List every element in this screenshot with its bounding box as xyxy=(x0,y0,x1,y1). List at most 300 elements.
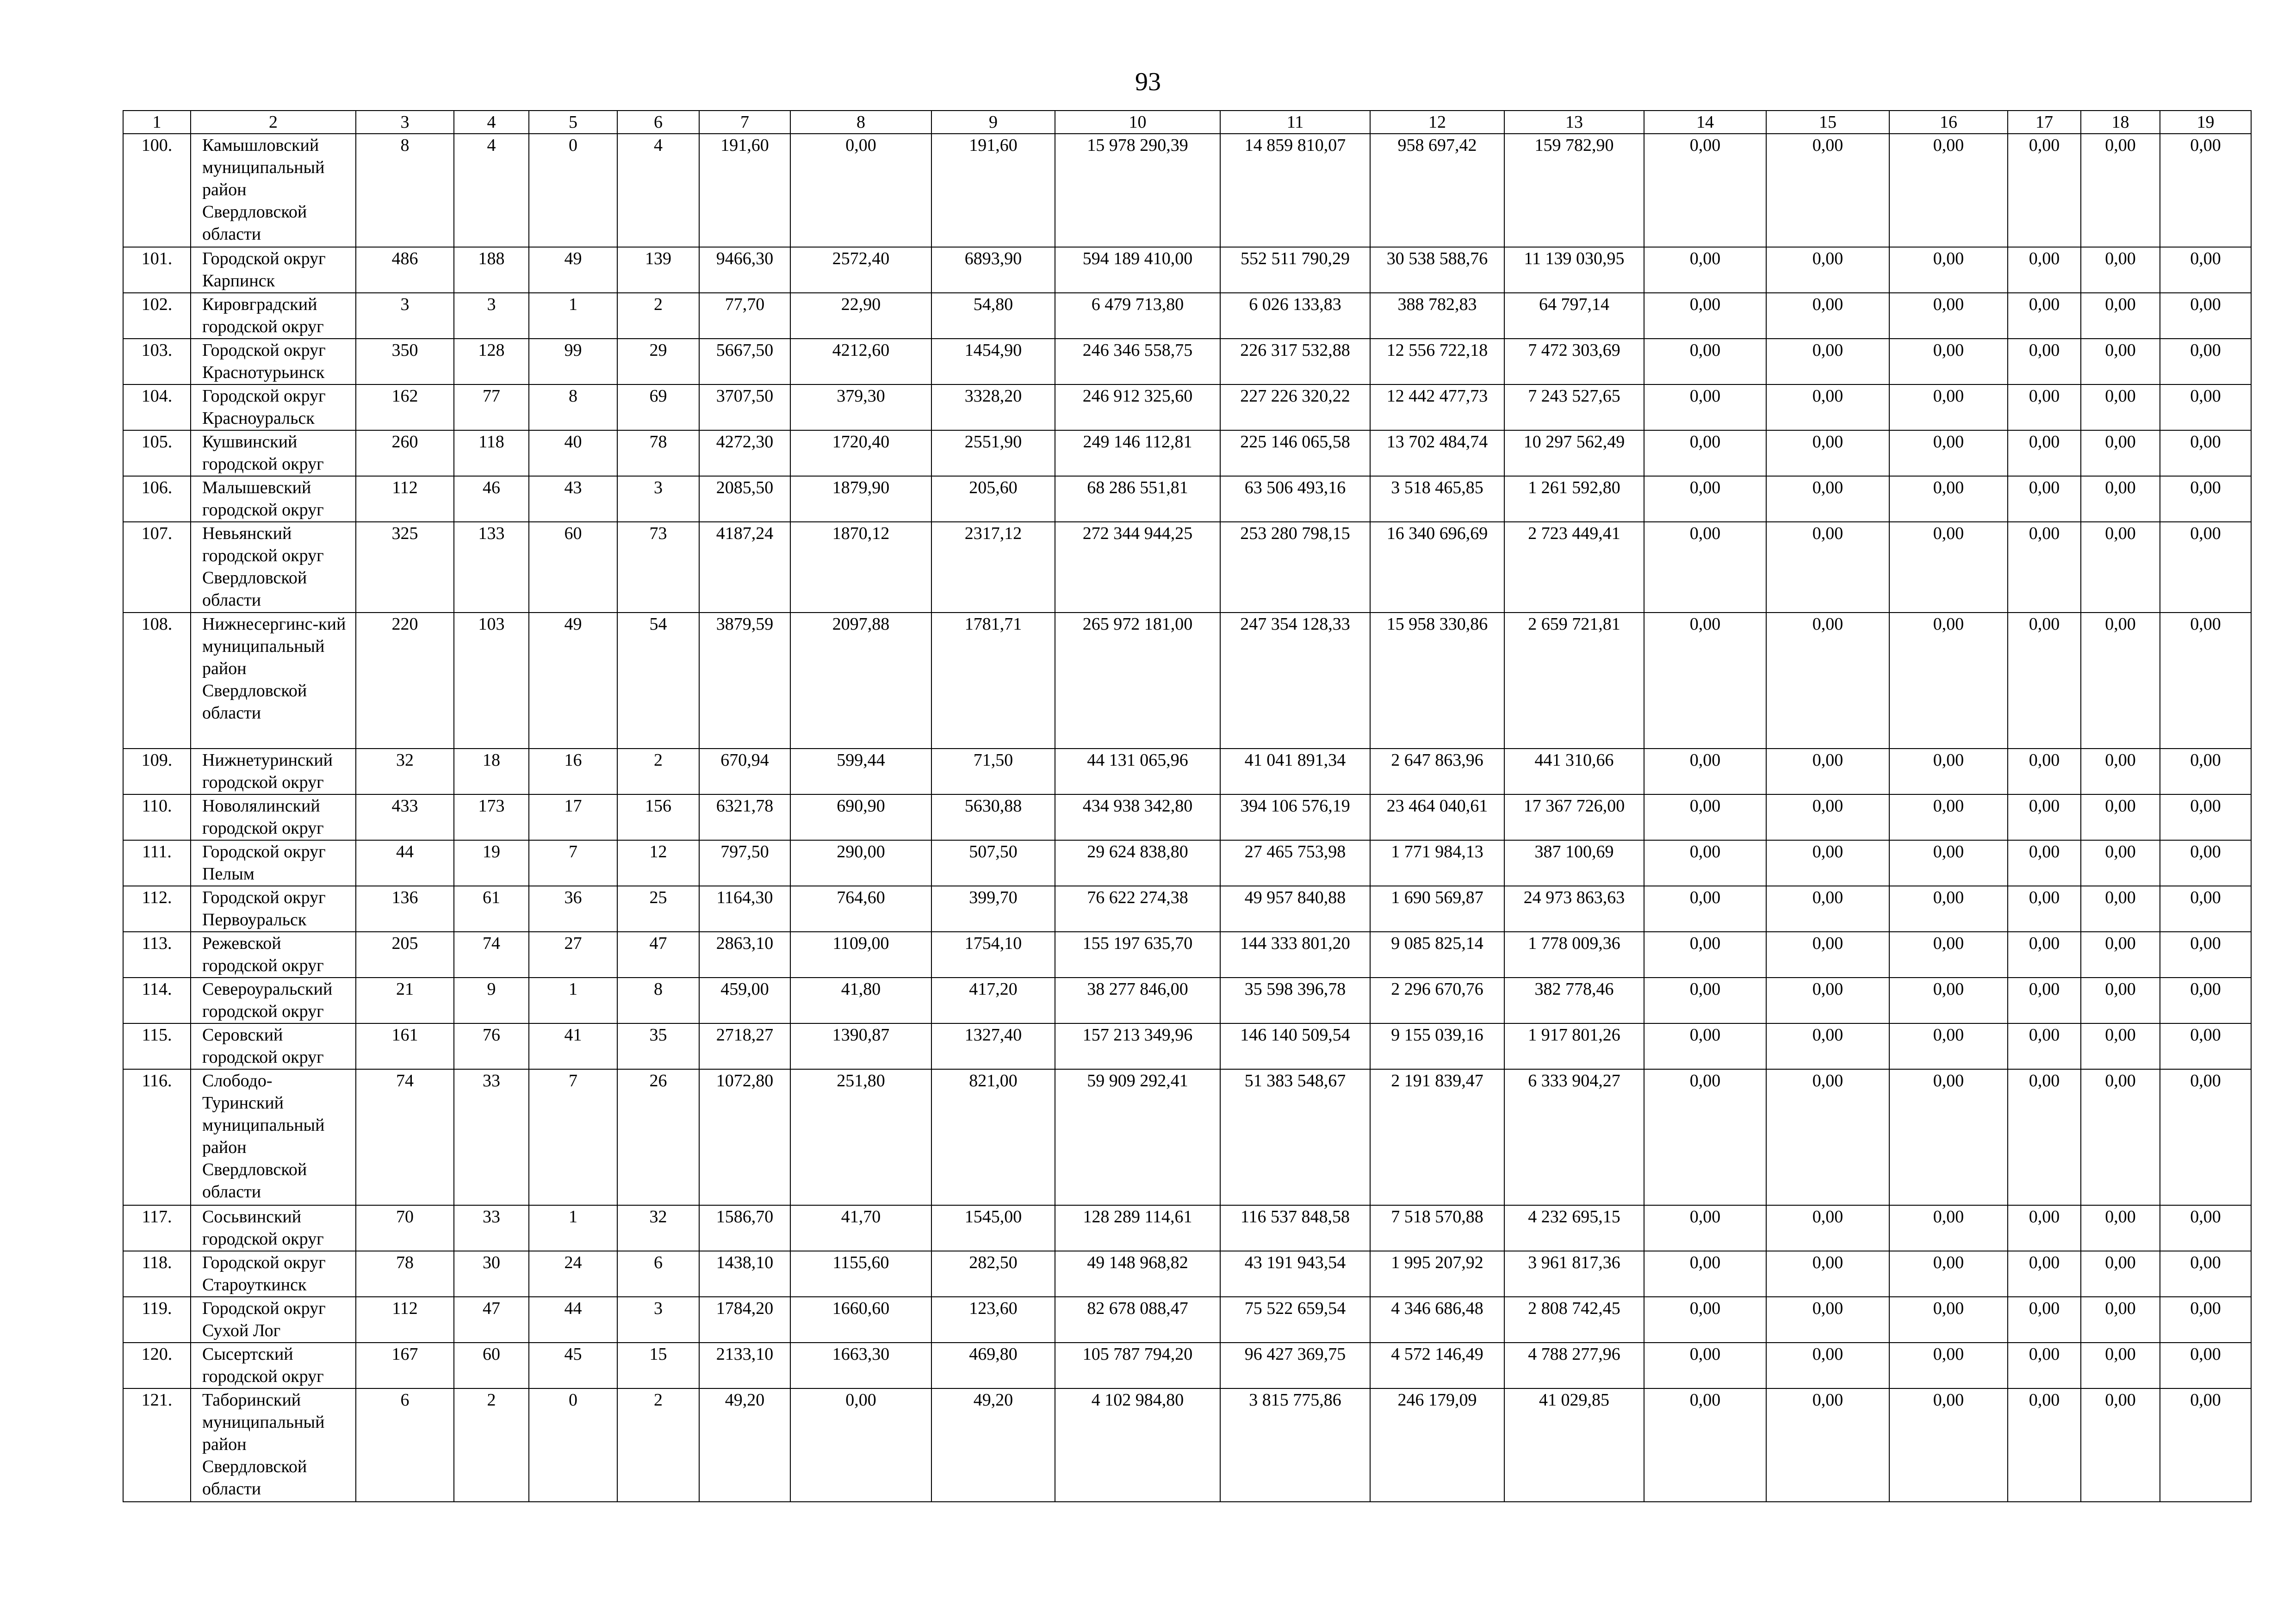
value-cell: 0,00 xyxy=(1889,1069,2008,1205)
column-number-cell: 3 xyxy=(356,111,454,134)
value-cell: 0,00 xyxy=(2160,932,2251,978)
value-cell: 0,00 xyxy=(1889,1023,2008,1069)
value-cell: 167 xyxy=(356,1343,454,1388)
row-number-cell: 117. xyxy=(123,1205,191,1251)
value-cell: 552 511 790,29 xyxy=(1220,247,1370,293)
value-cell: 0,00 xyxy=(2081,932,2160,978)
table-row xyxy=(123,476,2251,522)
value-cell: 146 140 509,54 xyxy=(1220,1023,1370,1069)
value-cell: 0,00 xyxy=(2160,978,2251,1023)
value-cell: 36 xyxy=(529,886,617,932)
value-cell: 2 808 742,45 xyxy=(1504,1297,1644,1343)
value-cell: 0,00 xyxy=(1766,794,1889,840)
value-cell: 43 xyxy=(529,476,617,522)
value-cell: 486 xyxy=(356,247,454,293)
value-cell: 459,00 xyxy=(699,978,790,1023)
table-body xyxy=(123,111,2251,1502)
value-cell: 24 xyxy=(529,1251,617,1297)
value-cell: 1870,12 xyxy=(790,522,931,613)
value-cell: 0,00 xyxy=(1889,794,2008,840)
value-cell: 0,00 xyxy=(2160,794,2251,840)
value-cell: 958 697,42 xyxy=(1370,134,1504,247)
value-cell: 128 xyxy=(454,339,529,384)
value-cell: 3 xyxy=(356,293,454,339)
value-cell: 225 146 065,58 xyxy=(1220,430,1370,476)
value-cell: 2 723 449,41 xyxy=(1504,522,1644,613)
value-cell: 64 797,14 xyxy=(1504,293,1644,339)
value-cell: 30 xyxy=(454,1251,529,1297)
value-cell: 0,00 xyxy=(1766,293,1889,339)
value-cell: 191,60 xyxy=(699,134,790,247)
value-cell: 63 506 493,16 xyxy=(1220,476,1370,522)
value-cell: 0,00 xyxy=(2081,430,2160,476)
value-cell: 6 xyxy=(617,1251,699,1297)
value-cell: 35 598 396,78 xyxy=(1220,978,1370,1023)
value-cell: 0,00 xyxy=(2008,613,2081,749)
value-cell: 0,00 xyxy=(1889,293,2008,339)
value-cell: 0,00 xyxy=(2081,476,2160,522)
value-cell: 15 958 330,86 xyxy=(1370,613,1504,749)
value-cell: 0,00 xyxy=(2160,1069,2251,1205)
value-cell: 41,80 xyxy=(790,978,931,1023)
row-number-cell: 100. xyxy=(123,134,191,247)
value-cell: 1327,40 xyxy=(931,1023,1055,1069)
value-cell: 0,00 xyxy=(2081,978,2160,1023)
value-cell: 0,00 xyxy=(2008,1343,2081,1388)
value-cell: 0,00 xyxy=(1766,339,1889,384)
value-cell: 0,00 xyxy=(1766,1388,1889,1502)
value-cell: 388 782,83 xyxy=(1370,293,1504,339)
value-cell: 0,00 xyxy=(2081,1343,2160,1388)
municipality-name-cell: Сысертский городской округ xyxy=(191,1343,356,1388)
value-cell: 0,00 xyxy=(1889,522,2008,613)
value-cell: 0,00 xyxy=(1644,1388,1766,1502)
row-number-cell: 107. xyxy=(123,522,191,613)
value-cell: 1164,30 xyxy=(699,886,790,932)
value-cell: 0,00 xyxy=(2081,247,2160,293)
value-cell: 205,60 xyxy=(931,476,1055,522)
value-cell: 16 340 696,69 xyxy=(1370,522,1504,613)
value-cell: 4 346 686,48 xyxy=(1370,1297,1504,1343)
value-cell: 0,00 xyxy=(2160,476,2251,522)
value-cell: 0 xyxy=(529,134,617,247)
value-cell: 0,00 xyxy=(2160,1343,2251,1388)
value-cell: 0,00 xyxy=(2160,430,2251,476)
column-number-cell: 14 xyxy=(1644,111,1766,134)
value-cell: 1879,90 xyxy=(790,476,931,522)
value-cell: 0,00 xyxy=(1644,794,1766,840)
value-cell: 0,00 xyxy=(2160,613,2251,749)
value-cell: 49 957 840,88 xyxy=(1220,886,1370,932)
value-cell: 18 xyxy=(454,749,529,794)
value-cell: 0,00 xyxy=(1889,134,2008,247)
municipality-name-cell: Городской округ Красноуральск xyxy=(191,384,356,430)
value-cell: 99 xyxy=(529,339,617,384)
value-cell: 0,00 xyxy=(2008,749,2081,794)
value-cell: 43 191 943,54 xyxy=(1220,1251,1370,1297)
table-row xyxy=(123,840,2251,886)
value-cell: 6893,90 xyxy=(931,247,1055,293)
value-cell: 379,30 xyxy=(790,384,931,430)
column-number-cell: 1 xyxy=(123,111,191,134)
value-cell: 0,00 xyxy=(2081,293,2160,339)
value-cell: 0,00 xyxy=(1889,476,2008,522)
value-cell: 70 xyxy=(356,1205,454,1251)
value-cell: 0,00 xyxy=(1644,339,1766,384)
municipality-name-cell: Кушвинский городской округ xyxy=(191,430,356,476)
value-cell: 0,00 xyxy=(2008,1297,2081,1343)
value-cell: 44 131 065,96 xyxy=(1055,749,1220,794)
value-cell: 0,00 xyxy=(1889,932,2008,978)
value-cell: 441 310,66 xyxy=(1504,749,1644,794)
value-cell: 0,00 xyxy=(2008,1388,2081,1502)
column-number-cell: 6 xyxy=(617,111,699,134)
value-cell: 272 344 944,25 xyxy=(1055,522,1220,613)
value-cell: 1545,00 xyxy=(931,1205,1055,1251)
value-cell: 54 xyxy=(617,613,699,749)
value-cell: 0,00 xyxy=(1644,522,1766,613)
value-cell: 507,50 xyxy=(931,840,1055,886)
row-number-cell: 112. xyxy=(123,886,191,932)
value-cell: 0,00 xyxy=(2008,886,2081,932)
value-cell: 3 xyxy=(617,1297,699,1343)
row-number-cell: 104. xyxy=(123,384,191,430)
value-cell: 38 277 846,00 xyxy=(1055,978,1220,1023)
value-cell: 0,00 xyxy=(2081,1205,2160,1251)
value-cell: 394 106 576,19 xyxy=(1220,794,1370,840)
column-number-cell: 2 xyxy=(191,111,356,134)
table-row xyxy=(123,886,2251,932)
value-cell: 0,00 xyxy=(2081,1251,2160,1297)
value-cell: 41 xyxy=(529,1023,617,1069)
column-number-cell: 19 xyxy=(2160,111,2251,134)
value-cell: 30 538 588,76 xyxy=(1370,247,1504,293)
value-cell: 0,00 xyxy=(1644,430,1766,476)
value-cell: 0,00 xyxy=(1889,886,2008,932)
value-cell: 265 972 181,00 xyxy=(1055,613,1220,749)
value-cell: 33 xyxy=(454,1205,529,1251)
value-cell: 0,00 xyxy=(1766,476,1889,522)
value-cell: 0,00 xyxy=(2008,430,2081,476)
value-cell: 0,00 xyxy=(2081,840,2160,886)
value-cell: 49 xyxy=(529,247,617,293)
value-cell: 7 518 570,88 xyxy=(1370,1205,1504,1251)
row-number-cell: 120. xyxy=(123,1343,191,1388)
value-cell: 0,00 xyxy=(1766,1205,1889,1251)
value-cell: 0,00 xyxy=(1889,1388,2008,1502)
value-cell: 0,00 xyxy=(1644,1251,1766,1297)
value-cell: 29 xyxy=(617,339,699,384)
value-cell: 1720,40 xyxy=(790,430,931,476)
value-cell: 247 354 128,33 xyxy=(1220,613,1370,749)
value-cell: 1 261 592,80 xyxy=(1504,476,1644,522)
row-number-cell: 102. xyxy=(123,293,191,339)
value-cell: 12 xyxy=(617,840,699,886)
value-cell: 469,80 xyxy=(931,1343,1055,1388)
value-cell: 22,90 xyxy=(790,293,931,339)
value-cell: 0,00 xyxy=(2081,522,2160,613)
value-cell: 0,00 xyxy=(2160,134,2251,247)
value-cell: 1663,30 xyxy=(790,1343,931,1388)
table-row xyxy=(123,1251,2251,1297)
value-cell: 82 678 088,47 xyxy=(1055,1297,1220,1343)
value-cell: 144 333 801,20 xyxy=(1220,932,1370,978)
value-cell: 6 026 133,83 xyxy=(1220,293,1370,339)
value-cell: 0,00 xyxy=(1644,384,1766,430)
value-cell: 0,00 xyxy=(1889,613,2008,749)
value-cell: 2863,10 xyxy=(699,932,790,978)
value-cell: 0,00 xyxy=(1889,1343,2008,1388)
value-cell: 49,20 xyxy=(931,1388,1055,1502)
value-cell: 0,00 xyxy=(1766,840,1889,886)
value-cell: 0,00 xyxy=(2160,339,2251,384)
value-cell: 0,00 xyxy=(1766,134,1889,247)
value-cell: 0 xyxy=(529,1388,617,1502)
value-cell: 27 xyxy=(529,932,617,978)
value-cell: 0,00 xyxy=(1766,613,1889,749)
column-number-cell: 16 xyxy=(1889,111,2008,134)
value-cell: 0,00 xyxy=(2008,1205,2081,1251)
table-row xyxy=(123,1205,2251,1251)
column-number-cell: 18 xyxy=(2081,111,2160,134)
value-cell: 162 xyxy=(356,384,454,430)
value-cell: 0,00 xyxy=(1889,978,2008,1023)
value-cell: 173 xyxy=(454,794,529,840)
value-cell: 4 572 146,49 xyxy=(1370,1343,1504,1388)
page-number: 93 xyxy=(1135,68,1161,96)
value-cell: 0,00 xyxy=(2008,247,2081,293)
value-cell: 59 909 292,41 xyxy=(1055,1069,1220,1205)
value-cell: 2 296 670,76 xyxy=(1370,978,1504,1023)
value-cell: 0,00 xyxy=(1889,1297,2008,1343)
municipality-name-cell: Слободо-Туринский муниципальный район Свердловской области xyxy=(191,1069,356,1205)
value-cell: 4 xyxy=(617,134,699,247)
value-cell: 103 xyxy=(454,613,529,749)
column-number-cell: 15 xyxy=(1766,111,1889,134)
value-cell: 105 787 794,20 xyxy=(1055,1343,1220,1388)
row-number-cell: 106. xyxy=(123,476,191,522)
value-cell: 1781,71 xyxy=(931,613,1055,749)
value-cell: 2572,40 xyxy=(790,247,931,293)
value-cell: 0,00 xyxy=(1766,1343,1889,1388)
value-cell: 1 xyxy=(529,293,617,339)
value-cell: 32 xyxy=(617,1205,699,1251)
table-row xyxy=(123,430,2251,476)
value-cell: 325 xyxy=(356,522,454,613)
value-cell: 220 xyxy=(356,613,454,749)
row-number-cell: 113. xyxy=(123,932,191,978)
value-cell: 7 xyxy=(529,1069,617,1205)
value-cell: 2 xyxy=(617,749,699,794)
value-cell: 0,00 xyxy=(1644,293,1766,339)
value-cell: 282,50 xyxy=(931,1251,1055,1297)
value-cell: 41 029,85 xyxy=(1504,1388,1644,1502)
value-cell: 1 778 009,36 xyxy=(1504,932,1644,978)
value-cell: 54,80 xyxy=(931,293,1055,339)
value-cell: 7 243 527,65 xyxy=(1504,384,1644,430)
municipality-name-cell: Малышевский городской округ xyxy=(191,476,356,522)
value-cell: 32 xyxy=(356,749,454,794)
value-cell: 0,00 xyxy=(2008,1069,2081,1205)
value-cell: 118 xyxy=(454,430,529,476)
value-cell: 76 622 274,38 xyxy=(1055,886,1220,932)
value-cell: 0,00 xyxy=(2008,384,2081,430)
value-cell: 60 xyxy=(454,1343,529,1388)
value-cell: 797,50 xyxy=(699,840,790,886)
value-cell: 4 232 695,15 xyxy=(1504,1205,1644,1251)
value-cell: 49 xyxy=(529,613,617,749)
value-cell: 78 xyxy=(617,430,699,476)
column-number-cell: 5 xyxy=(529,111,617,134)
value-cell: 0,00 xyxy=(2081,384,2160,430)
row-number-cell: 105. xyxy=(123,430,191,476)
value-cell: 0,00 xyxy=(2160,1297,2251,1343)
value-cell: 0,00 xyxy=(2160,840,2251,886)
value-cell: 8 xyxy=(617,978,699,1023)
municipality-name-cell: Нижнетуринский городской округ xyxy=(191,749,356,794)
value-cell: 0,00 xyxy=(1889,339,2008,384)
value-cell: 155 197 635,70 xyxy=(1055,932,1220,978)
value-cell: 15 xyxy=(617,1343,699,1388)
value-cell: 382 778,46 xyxy=(1504,978,1644,1023)
value-cell: 4212,60 xyxy=(790,339,931,384)
value-cell: 0,00 xyxy=(1889,1205,2008,1251)
value-cell: 0,00 xyxy=(2008,794,2081,840)
value-cell: 159 782,90 xyxy=(1504,134,1644,247)
value-cell: 61 xyxy=(454,886,529,932)
row-number-cell: 115. xyxy=(123,1023,191,1069)
value-cell: 2 191 839,47 xyxy=(1370,1069,1504,1205)
value-cell: 670,94 xyxy=(699,749,790,794)
value-cell: 2085,50 xyxy=(699,476,790,522)
value-cell: 0,00 xyxy=(2081,794,2160,840)
value-cell: 249 146 112,81 xyxy=(1055,430,1220,476)
value-cell: 0,00 xyxy=(1644,1205,1766,1251)
value-cell: 0,00 xyxy=(2160,886,2251,932)
row-number-cell: 119. xyxy=(123,1297,191,1343)
column-number-cell: 9 xyxy=(931,111,1055,134)
value-cell: 21 xyxy=(356,978,454,1023)
value-cell: 3 815 775,86 xyxy=(1220,1388,1370,1502)
row-number-cell: 109. xyxy=(123,749,191,794)
value-cell: 0,00 xyxy=(2081,339,2160,384)
value-cell: 49 148 968,82 xyxy=(1055,1251,1220,1297)
value-cell: 690,90 xyxy=(790,794,931,840)
value-cell: 9 085 825,14 xyxy=(1370,932,1504,978)
value-cell: 2 xyxy=(617,1388,699,1502)
value-cell: 24 973 863,63 xyxy=(1504,886,1644,932)
value-cell: 3 xyxy=(454,293,529,339)
table-row xyxy=(123,1297,2251,1343)
value-cell: 116 537 848,58 xyxy=(1220,1205,1370,1251)
value-cell: 1 xyxy=(529,978,617,1023)
value-cell: 1754,10 xyxy=(931,932,1055,978)
value-cell: 2 647 863,96 xyxy=(1370,749,1504,794)
value-cell: 73 xyxy=(617,522,699,613)
value-cell: 0,00 xyxy=(1766,384,1889,430)
row-number-cell: 121. xyxy=(123,1388,191,1502)
value-cell: 0,00 xyxy=(2160,749,2251,794)
value-cell: 41,70 xyxy=(790,1205,931,1251)
value-cell: 1390,87 xyxy=(790,1023,931,1069)
value-cell: 1 771 984,13 xyxy=(1370,840,1504,886)
value-cell: 1 xyxy=(529,1205,617,1251)
value-cell: 0,00 xyxy=(1889,1251,2008,1297)
value-cell: 0,00 xyxy=(790,1388,931,1502)
value-cell: 0,00 xyxy=(2160,522,2251,613)
value-cell: 0,00 xyxy=(2008,522,2081,613)
value-cell: 246 179,09 xyxy=(1370,1388,1504,1502)
value-cell: 821,00 xyxy=(931,1069,1055,1205)
value-cell: 44 xyxy=(529,1297,617,1343)
value-cell: 112 xyxy=(356,1297,454,1343)
value-cell: 0,00 xyxy=(2160,1251,2251,1297)
value-cell: 2 659 721,81 xyxy=(1504,613,1644,749)
value-cell: 1784,20 xyxy=(699,1297,790,1343)
value-cell: 0,00 xyxy=(1644,1343,1766,1388)
municipality-name-cell: Кировградский городской округ xyxy=(191,293,356,339)
value-cell: 128 289 114,61 xyxy=(1055,1205,1220,1251)
value-cell: 594 189 410,00 xyxy=(1055,247,1220,293)
municipality-name-cell: Городской округ Сухой Лог xyxy=(191,1297,356,1343)
value-cell: 350 xyxy=(356,339,454,384)
value-cell: 49,20 xyxy=(699,1388,790,1502)
value-cell: 4 788 277,96 xyxy=(1504,1343,1644,1388)
table-row xyxy=(123,1388,2251,1502)
value-cell: 0,00 xyxy=(2008,134,2081,247)
value-cell: 0,00 xyxy=(1766,1297,1889,1343)
value-cell: 434 938 342,80 xyxy=(1055,794,1220,840)
value-cell: 41 041 891,34 xyxy=(1220,749,1370,794)
row-number-cell: 116. xyxy=(123,1069,191,1205)
value-cell: 0,00 xyxy=(1766,430,1889,476)
value-cell: 0,00 xyxy=(2081,134,2160,247)
value-cell: 69 xyxy=(617,384,699,430)
value-cell: 9 xyxy=(454,978,529,1023)
value-cell: 2551,90 xyxy=(931,430,1055,476)
value-cell: 13 702 484,74 xyxy=(1370,430,1504,476)
value-cell: 0,00 xyxy=(2081,886,2160,932)
value-cell: 3 961 817,36 xyxy=(1504,1251,1644,1297)
value-cell: 0,00 xyxy=(1889,840,2008,886)
table-row xyxy=(123,794,2251,840)
value-cell: 1109,00 xyxy=(790,932,931,978)
table-row xyxy=(123,978,2251,1023)
value-cell: 0,00 xyxy=(1644,1069,1766,1205)
table-row xyxy=(123,1069,2251,1205)
value-cell: 45 xyxy=(529,1343,617,1388)
value-cell: 0,00 xyxy=(1644,978,1766,1023)
value-cell: 46 xyxy=(454,476,529,522)
column-number-cell: 13 xyxy=(1504,111,1644,134)
column-number-cell: 7 xyxy=(699,111,790,134)
value-cell: 1155,60 xyxy=(790,1251,931,1297)
value-cell: 0,00 xyxy=(1766,886,1889,932)
table-row xyxy=(123,613,2251,749)
value-cell: 764,60 xyxy=(790,886,931,932)
column-number-cell: 10 xyxy=(1055,111,1220,134)
value-cell: 0,00 xyxy=(2008,293,2081,339)
value-cell: 3 xyxy=(617,476,699,522)
row-number-cell: 103. xyxy=(123,339,191,384)
value-cell: 251,80 xyxy=(790,1069,931,1205)
table-row xyxy=(123,1023,2251,1069)
column-number-cell: 17 xyxy=(2008,111,2081,134)
table-row xyxy=(123,1343,2251,1388)
value-cell: 14 859 810,07 xyxy=(1220,134,1370,247)
value-cell: 4 102 984,80 xyxy=(1055,1388,1220,1502)
value-cell: 3707,50 xyxy=(699,384,790,430)
